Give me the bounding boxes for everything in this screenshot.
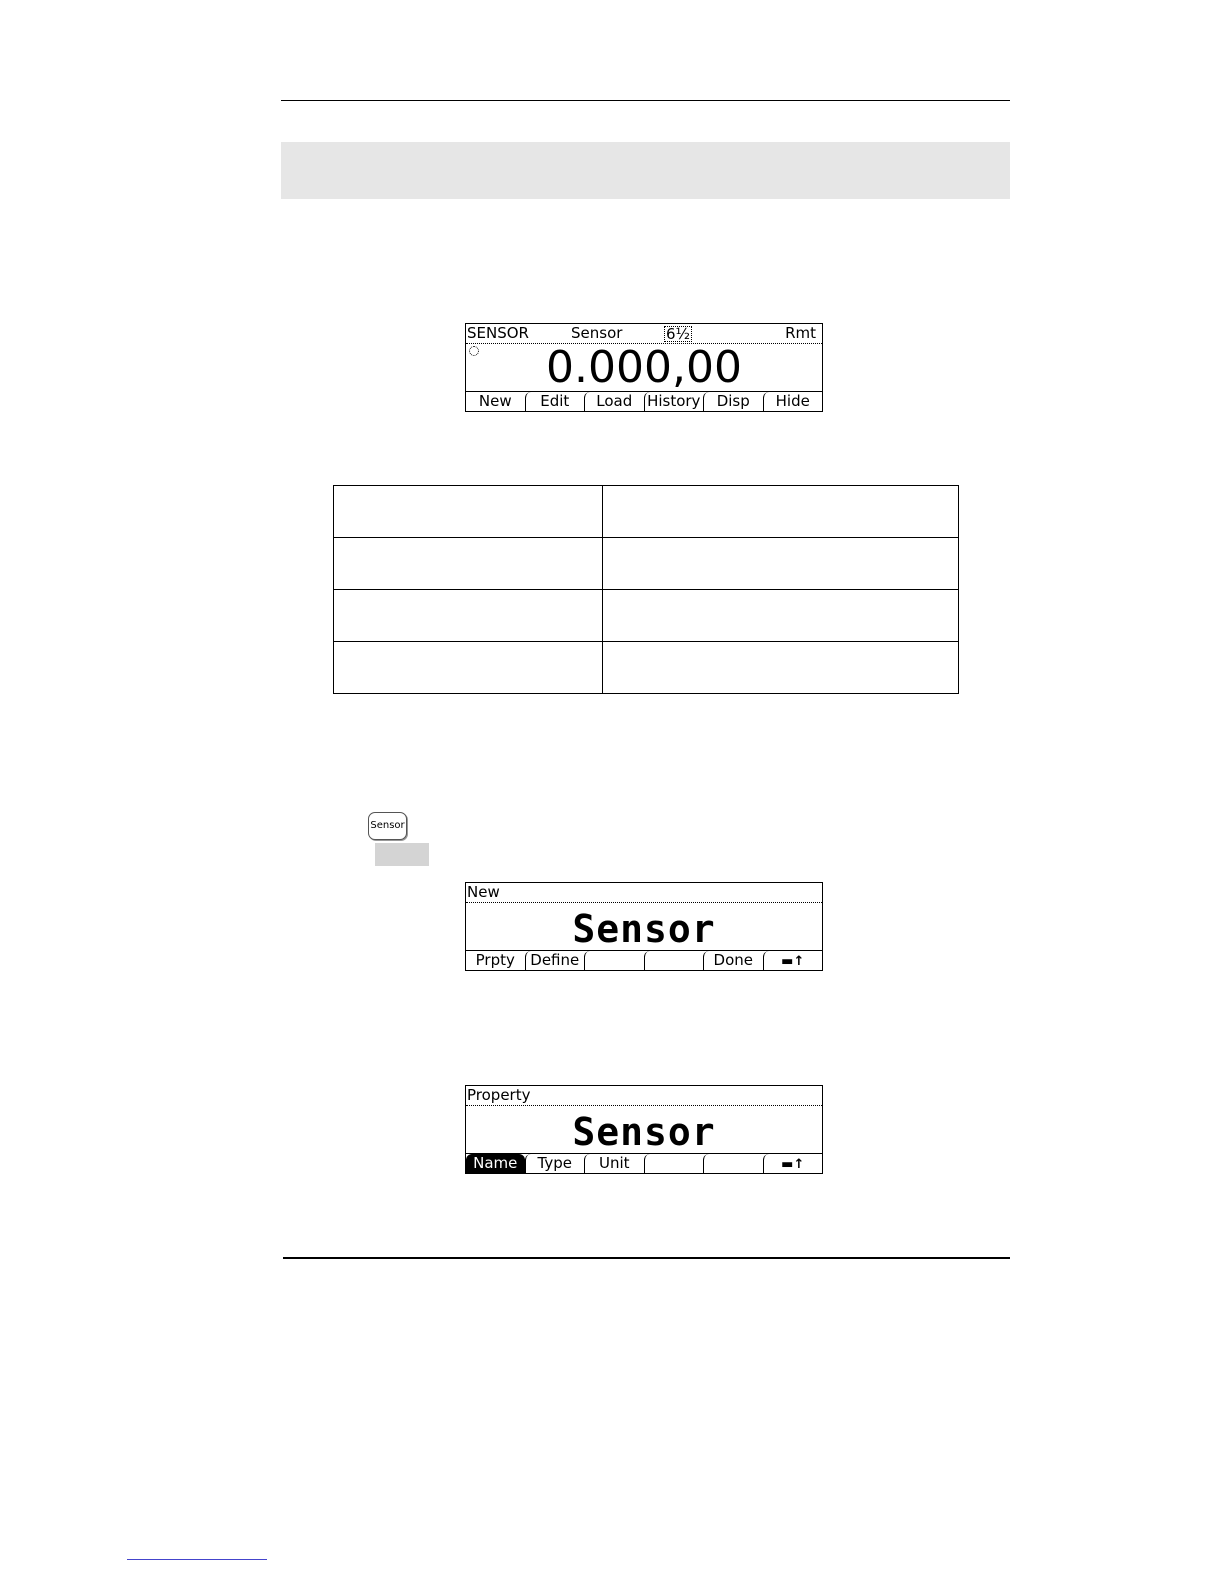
mode-label: SENSOR	[467, 324, 529, 342]
footnote-link-rule	[127, 1559, 267, 1560]
screen-title: New	[467, 883, 500, 901]
main-reading: 0.000,00	[546, 342, 742, 393]
table-cell	[603, 642, 959, 694]
table-cell	[603, 590, 959, 642]
softkey-blank-3[interactable]	[584, 951, 644, 970]
softkey-blank-4[interactable]	[644, 1154, 704, 1173]
table-row	[334, 642, 959, 694]
screen-title: Property	[467, 1086, 531, 1104]
back-arrow-icon: ▬↑	[781, 1157, 805, 1172]
lcd-sensor-main	[465, 323, 823, 412]
softkey-bar	[466, 950, 822, 970]
table-cell	[334, 538, 603, 590]
status-bar	[466, 324, 822, 344]
softkey-load[interactable]: Load	[584, 392, 644, 411]
softkey-blank-4[interactable]	[644, 951, 704, 970]
softkey-edit[interactable]: Edit	[525, 392, 585, 411]
section-heading-band	[281, 142, 1010, 199]
softkey-new[interactable]: New	[478, 392, 512, 410]
table-row	[334, 538, 959, 590]
softkey-bar	[466, 1153, 822, 1173]
softkey-back[interactable]	[763, 951, 823, 970]
digits-label: 6½	[666, 325, 691, 343]
menu-description-table	[333, 485, 959, 694]
table-cell	[334, 642, 603, 694]
softkey-type[interactable]: Type	[525, 1154, 585, 1173]
table-cell	[603, 486, 959, 538]
softkey-history[interactable]: History	[644, 392, 704, 411]
sensor-name-display: Sensor	[572, 1110, 716, 1154]
status-bar	[466, 1086, 822, 1106]
softkey-name[interactable]: Name	[466, 1154, 525, 1173]
softkey-prpty[interactable]: Prpty	[475, 951, 515, 969]
footer-rule	[283, 1257, 1010, 1259]
softkey-reference-highlight	[375, 843, 429, 866]
sensor-name-label: Sensor	[571, 324, 623, 342]
lcd-property	[465, 1085, 823, 1174]
table-cell	[603, 538, 959, 590]
softkey-done[interactable]: Done	[703, 951, 763, 970]
table-row	[334, 590, 959, 642]
lcd-new-sensor	[465, 882, 823, 971]
back-arrow-icon: ▬↑	[781, 954, 805, 969]
softkey-disp[interactable]: Disp	[703, 392, 763, 411]
sensor-front-key[interactable]: Sensor	[368, 812, 407, 840]
remote-label: Rmt	[785, 324, 816, 342]
softkey-blank-5[interactable]	[703, 1154, 763, 1173]
table-cell	[334, 590, 603, 642]
header-rule	[281, 100, 1010, 101]
table-cell	[334, 486, 603, 538]
softkey-bar	[466, 391, 822, 411]
softkey-define[interactable]: Define	[525, 951, 585, 970]
status-bar	[466, 883, 822, 903]
softkey-unit[interactable]: Unit	[584, 1154, 644, 1173]
table-row	[334, 486, 959, 538]
softkey-back[interactable]	[763, 1154, 823, 1173]
softkey-hide[interactable]: Hide	[763, 392, 823, 411]
sensor-name-display: Sensor	[572, 907, 716, 951]
